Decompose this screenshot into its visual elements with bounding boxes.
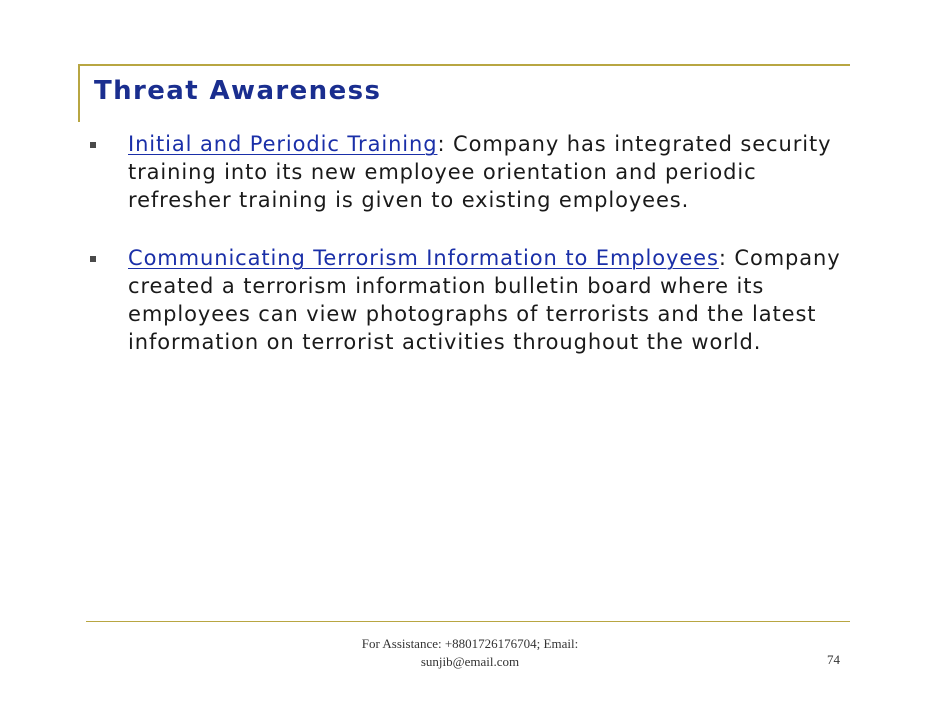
left-accent-rule [78, 64, 80, 122]
bullet-list [90, 130, 850, 386]
footer-divider [86, 621, 850, 622]
footer-email: sunjib@email.com [420, 654, 520, 669]
square-bullet-icon [90, 142, 96, 148]
bullet-text: : Company created a terrorism information bulletin board where its employees can view photographs of terrorists and the latest information on terrorist activities throughout the world. [128, 246, 841, 354]
communicating-link[interactable]: Communicating Terrorism Information to Employees [128, 246, 719, 270]
training-link[interactable]: Initial and Periodic Training [128, 132, 438, 156]
footer-line-1: For Assistance: +8801726176704; Email: [361, 636, 579, 651]
page-number: 74 [827, 652, 840, 667]
slide-title: Threat Awareness [94, 76, 382, 106]
top-accent-rule [78, 64, 850, 66]
footer-contact [330, 635, 610, 671]
bullet-item-training [90, 130, 850, 214]
bullet-item-communicating [90, 244, 850, 356]
bullet-text: : Company has integrated security training into its new employee orientation and periodic refresher training is given to existing employees. [128, 132, 832, 212]
square-bullet-icon [90, 256, 96, 262]
